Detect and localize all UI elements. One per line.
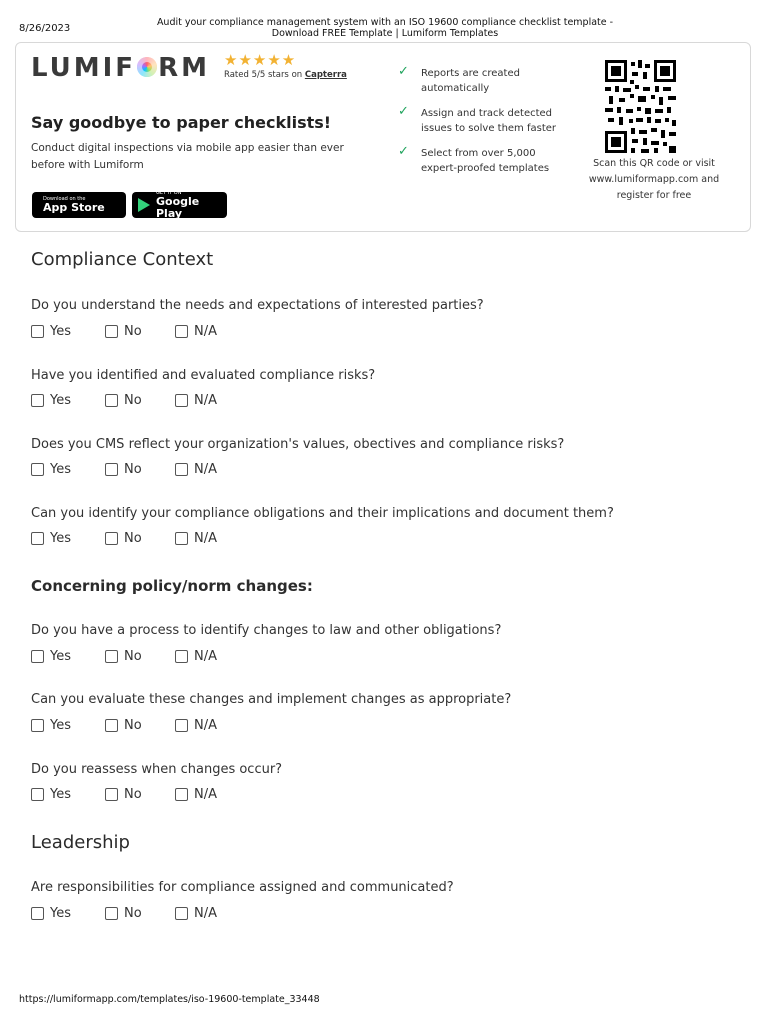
feature-item	[396, 104, 566, 136]
lumiform-logo[interactable]	[31, 53, 210, 83]
feature-text: Select from over 5,000 expert-proofed templates	[421, 148, 550, 174]
option-label: No	[124, 787, 142, 802]
question-text: Can you evaluate these changes and implement changes as appropriate?	[31, 692, 512, 707]
rating-label: Rated 5/5 stars on	[224, 70, 305, 80]
checkbox[interactable]	[105, 463, 118, 476]
yes-option[interactable]	[31, 906, 71, 921]
no-option[interactable]	[105, 718, 142, 733]
feature-item	[396, 64, 566, 96]
checkbox[interactable]	[175, 650, 188, 663]
no-option[interactable]	[105, 393, 142, 408]
rating-stars-icon: ★★★★★	[224, 51, 297, 69]
print-title-line-2: Download FREE Template | Lumiform Templates	[271, 28, 499, 39]
feature-text: Assign and track detected issues to solve them faster	[421, 108, 557, 134]
checkbox[interactable]	[175, 532, 188, 545]
google-play-icon	[138, 198, 150, 212]
app-store-label: App Store	[43, 201, 105, 214]
no-option[interactable]	[105, 649, 142, 664]
checkbox[interactable]	[105, 394, 118, 407]
option-label: No	[124, 324, 142, 339]
check-icon: ✓	[398, 144, 409, 159]
option-label: Yes	[50, 649, 71, 664]
checkbox[interactable]	[175, 788, 188, 801]
print-title	[120, 17, 650, 39]
option-label: No	[124, 906, 142, 921]
app-store-button[interactable]	[32, 192, 126, 218]
yes-option[interactable]	[31, 531, 71, 546]
yes-option[interactable]	[31, 787, 71, 802]
google-play-button[interactable]	[132, 192, 227, 218]
checkbox[interactable]	[175, 907, 188, 920]
no-option[interactable]	[105, 324, 142, 339]
page-url: https://lumiformapp.com/templates/iso-19600-template_33448	[19, 994, 320, 1005]
checkbox[interactable]	[175, 394, 188, 407]
option-label: No	[124, 718, 142, 733]
qr-caption: Scan this QR code or visit www.lumiformapp.com and register for free	[588, 158, 720, 201]
option-label: Yes	[50, 531, 71, 546]
option-label: No	[124, 462, 142, 477]
question-text: Are responsibilities for compliance assigned and communicated?	[31, 880, 454, 895]
na-option[interactable]	[175, 649, 217, 664]
feature-item	[396, 144, 566, 176]
print-title-line-1: Audit your compliance management system with an ISO 19600 compliance checklist template -	[156, 17, 614, 28]
option-label: N/A	[194, 787, 217, 802]
checkbox[interactable]	[105, 788, 118, 801]
option-label: Yes	[50, 324, 71, 339]
checkbox[interactable]	[175, 463, 188, 476]
na-option[interactable]	[175, 531, 217, 546]
section-title: Compliance Context	[31, 249, 214, 270]
section-title: Concerning policy/norm changes:	[31, 577, 313, 595]
banner-tagline: Say goodbye to paper checklists!	[31, 113, 332, 132]
logo-flower-icon	[137, 57, 157, 77]
option-label: No	[124, 649, 142, 664]
option-label: N/A	[194, 531, 217, 546]
yes-option[interactable]	[31, 393, 71, 408]
question-text: Have you identified and evaluated compliance risks?	[31, 368, 376, 383]
capterra-link[interactable]: Capterra	[304, 70, 347, 80]
option-label: N/A	[194, 462, 217, 477]
option-label: N/A	[194, 906, 217, 921]
checkbox[interactable]	[31, 650, 44, 663]
question-text: Do you have a process to identify changes to law and other obligations?	[31, 623, 502, 638]
check-icon: ✓	[398, 104, 409, 119]
yes-option[interactable]	[31, 649, 71, 664]
checkbox[interactable]	[31, 394, 44, 407]
section-title: Leadership	[31, 832, 130, 853]
question-text: Can you identify your compliance obligations and their implications and document them?	[31, 506, 614, 521]
checkbox[interactable]	[105, 650, 118, 663]
google-play-small-label: GET IT ON	[156, 190, 182, 196]
na-option[interactable]	[175, 787, 217, 802]
na-option[interactable]	[175, 718, 217, 733]
rating-text	[224, 70, 347, 80]
banner-subtext: Conduct digital inspections via mobile app easier than ever before with Lumiform	[31, 142, 344, 171]
no-option[interactable]	[105, 462, 142, 477]
yes-option[interactable]	[31, 718, 71, 733]
option-label: No	[124, 531, 142, 546]
checkbox[interactable]	[175, 325, 188, 338]
qr-code-icon[interactable]	[605, 60, 676, 153]
google-play-label: Google Play	[156, 195, 200, 220]
checkbox[interactable]	[105, 719, 118, 732]
checkbox[interactable]	[175, 719, 188, 732]
option-label: Yes	[50, 787, 71, 802]
checkbox[interactable]	[31, 907, 44, 920]
na-option[interactable]	[175, 393, 217, 408]
option-label: Yes	[50, 718, 71, 733]
checkbox[interactable]	[31, 532, 44, 545]
checkbox[interactable]	[31, 325, 44, 338]
print-date: 8/26/2023	[19, 23, 71, 34]
checkbox[interactable]	[105, 532, 118, 545]
question-text: Does you CMS reflect your organization's values, obectives and compliance risks?	[31, 437, 565, 452]
option-label: N/A	[194, 649, 217, 664]
option-label: Yes	[50, 462, 71, 477]
checkbox[interactable]	[31, 463, 44, 476]
option-label: N/A	[194, 718, 217, 733]
check-icon: ✓	[398, 64, 409, 79]
no-option[interactable]	[105, 906, 142, 921]
checkbox[interactable]	[31, 719, 44, 732]
no-option[interactable]	[105, 787, 142, 802]
app-store-small-label: Download on the	[43, 196, 86, 202]
no-option[interactable]	[105, 531, 142, 546]
logo-text-left: LUMIF	[31, 53, 137, 83]
checkbox[interactable]	[105, 907, 118, 920]
option-label: Yes	[50, 906, 71, 921]
feature-text: Reports are created automatically	[421, 68, 520, 94]
logo-text-right: RM	[158, 53, 210, 83]
checkbox[interactable]	[105, 325, 118, 338]
checkbox[interactable]	[31, 788, 44, 801]
feature-list	[396, 64, 566, 187]
yes-option[interactable]	[31, 324, 71, 339]
option-label: N/A	[194, 393, 217, 408]
na-option[interactable]	[175, 324, 217, 339]
promo-banner	[15, 42, 751, 232]
option-label: No	[124, 393, 142, 408]
option-label: N/A	[194, 324, 217, 339]
na-option[interactable]	[175, 906, 217, 921]
option-label: Yes	[50, 393, 71, 408]
na-option[interactable]	[175, 462, 217, 477]
yes-option[interactable]	[31, 462, 71, 477]
question-text: Do you understand the needs and expectations of interested parties?	[31, 298, 484, 313]
question-text: Do you reassess when changes occur?	[31, 762, 283, 777]
